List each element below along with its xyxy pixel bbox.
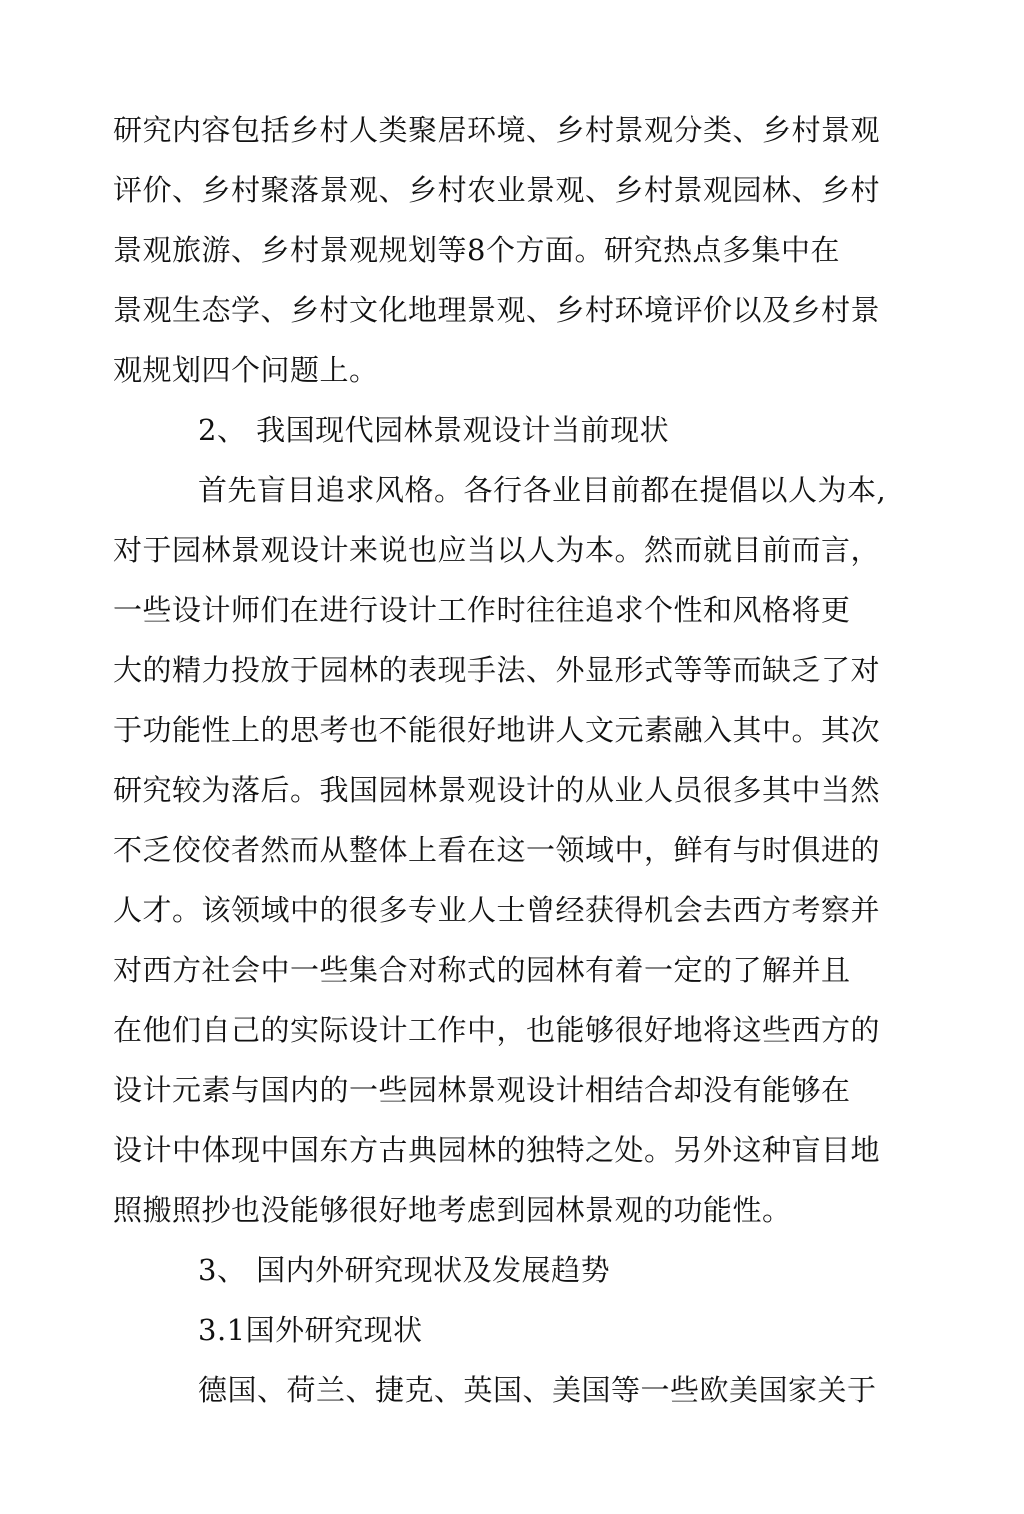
section-3-heading: 3、 国内外研究现状及发展趋势 xyxy=(198,1253,611,1287)
paragraph-1-line-2: 评价、乡村聚落景观、乡村农业景观、乡村景观园林、乡村 xyxy=(113,173,881,207)
paragraph-2-line-10: 在他们自己的实际设计工作中，也能够很好地将这些西方的 xyxy=(113,1013,881,1047)
paragraph-2-line-9: 对西方社会中一些集合对称式的园林有着一定的了解并且 xyxy=(113,953,851,987)
paragraph-3-line-1: 德国、荷兰、捷克、英国、美国等一些欧美国家关于 xyxy=(198,1373,877,1407)
paragraph-2-line-7: 不乏佼佼者然而从整体上看在这一领域中，鲜有与时俱进的 xyxy=(113,833,881,867)
section-3-1-heading: 3.1国外研究现状 xyxy=(198,1313,423,1347)
paragraph-2-line-12: 设计中体现中国东方古典园林的独特之处。另外这种盲目地 xyxy=(113,1133,881,1167)
paragraph-2-line-2: 对于园林景观设计来说也应当以人为本。然而就目前而言， xyxy=(113,533,881,567)
paragraph-1-line-1: 研究内容包括乡村人类聚居环境、乡村景观分类、乡村景观 xyxy=(113,113,881,147)
paragraph-2-line-1: 首先盲目追求风格。各行各业目前都在提倡以人为本, xyxy=(198,473,887,507)
paragraph-2-line-5: 于功能性上的思考也不能很好地讲人文元素融入其中。其次 xyxy=(113,713,881,747)
paragraph-1-line-5: 观规划四个问题上。 xyxy=(113,353,379,387)
paragraph-2-line-6: 研究较为落后。我国园林景观设计的从业人员很多其中当然 xyxy=(113,773,881,807)
section-2-heading: 2、 我国现代园林景观设计当前现状 xyxy=(198,413,670,447)
paragraph-2-line-4: 大的精力投放于园林的表现手法、外显形式等等而缺乏了对 xyxy=(113,653,881,687)
paragraph-2-line-8: 人才。该领域中的很多专业人士曾经获得机会去西方考察并 xyxy=(113,893,881,927)
paragraph-2-line-3: 一些设计师们在进行设计工作时往往追求个性和风格将更 xyxy=(113,593,851,627)
paragraph-2-line-13: 照搬照抄也没能够很好地考虑到园林景观的功能性。 xyxy=(113,1193,792,1227)
paragraph-1-line-3: 景观旅游、乡村景观规划等8个方面。研究热点多集中在 xyxy=(113,233,840,267)
paragraph-1-line-4: 景观生态学、乡村文化地理景观、乡村环境评价以及乡村景 xyxy=(113,293,881,327)
paragraph-2-line-11: 设计元素与国内的一些园林景观设计相结合却没有能够在 xyxy=(113,1073,851,1107)
